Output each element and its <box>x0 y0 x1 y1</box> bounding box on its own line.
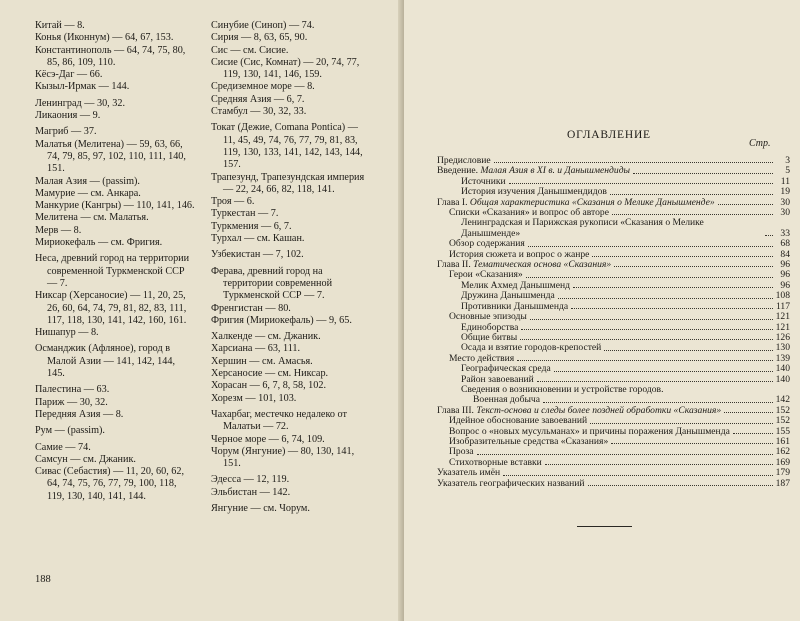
toc-leader-dots <box>528 246 773 247</box>
toc-leader-dots <box>517 360 772 361</box>
index-entry: Харсиана — 63, 111. <box>211 343 301 355</box>
toc-entry-page: 33 <box>780 227 790 239</box>
index-entry: Магриб — 37. <box>35 126 97 138</box>
toc-leader-dots <box>718 204 773 205</box>
toc-entry-title: Изобразительные средства «Сказания» <box>449 435 609 447</box>
toc-leader-dots <box>614 266 773 267</box>
index-entry: Фригия (Мириокефаль) — 9, 65. <box>211 314 352 326</box>
index-entry: Сисие (Сис, Комнат) — 20, 74, 77, 119, 130, 141, 146, 159. <box>211 56 360 81</box>
toc-entry-page: 155 <box>775 425 790 437</box>
index-entry: Китай — 8. <box>35 20 85 31</box>
toc-entry-title: История изучения Данышмендидов <box>461 186 607 198</box>
toc-entry <box>437 218 790 239</box>
index-entry: Палестина — 63. <box>35 384 110 396</box>
index-entry: Мелитена — см. Малатья. <box>35 212 149 224</box>
toc-entry-page: 152 <box>775 404 790 416</box>
toc-entry-title: Предисловие <box>437 155 491 166</box>
toc-entry-title: История сюжета и вопрос о жанре <box>449 248 590 260</box>
toc-leader-dots <box>611 443 772 444</box>
toc-entry-page: 11 <box>780 175 790 187</box>
index-entry: Эдесса — 12, 119. <box>211 474 290 486</box>
toc-leader-dots <box>571 308 773 309</box>
toc-chapter-subtitle: Текст-основа и следы более поздней обработки «Сказания» <box>476 404 722 416</box>
index-column-2 <box>211 20 369 515</box>
toc-entry-page: 19 <box>780 186 790 198</box>
toc-entry-title: Противники Данышменда <box>461 300 569 312</box>
toc-entry-page: 142 <box>775 394 790 406</box>
toc-entry-title: Источники <box>461 175 506 187</box>
index-entry: Стамбул — 30, 32, 33. <box>211 106 307 118</box>
index-entry: Малатья (Мелитена) — 59, 63, 66, 74, 79, 85, 97, 102, 110, 111, 140, 151. <box>35 138 186 175</box>
toc-leader-dots <box>610 194 773 195</box>
toc-entry-page: 169 <box>775 456 790 468</box>
index-entry: Синубие (Синоп) — 74. <box>211 20 315 31</box>
toc-leader-dots <box>477 454 773 455</box>
index-entry: Узбекистан — 7, 102. <box>211 249 304 261</box>
toc-chapter-subtitle: Малая Азия в XI в. и Данышмендиды <box>480 165 631 177</box>
page-column-label: Стр. <box>749 138 771 149</box>
toc-entry-title: Основные эпизоды <box>449 311 527 323</box>
index-entry: Неса, древний город на территории современной Туркменской ССР — 7. <box>35 253 190 289</box>
index-entry: Кёсэ-Даг — 66. <box>35 69 103 81</box>
toc-entry-title: Стихотворные вставки <box>449 456 542 468</box>
index-entry: Средиземное море — 8. <box>211 81 315 93</box>
index-entry: Туркестан — 7. <box>211 208 279 220</box>
toc-leader-dots <box>590 423 772 424</box>
toc-leader-dots <box>573 287 773 288</box>
toc-entry-page: 96 <box>780 269 790 281</box>
page-number: 188 <box>35 574 51 585</box>
toc-entry-title: Вопрос о «новых мусульманах» и причины поражения Данышменда <box>449 425 730 437</box>
toc-leader-dots <box>724 412 772 413</box>
toc-entry-page: 96 <box>780 259 790 271</box>
toc-entry-title: Дружина Данышменда <box>461 290 555 302</box>
toc-leader-dots <box>503 475 772 476</box>
toc-entry-title: Глава II. Тематическая основа «Сказания» <box>437 259 612 271</box>
toc-entry-page: 140 <box>775 363 790 375</box>
index-entry: Мамурие — см. Анкара. <box>35 187 141 199</box>
toc-entry-page: 30 <box>780 207 790 219</box>
toc-entry-title: Идейное обоснование завоеваний <box>449 415 588 427</box>
end-rule <box>577 526 632 527</box>
toc-entry-title: Введение. Малая Азия в XI в. и Данышмендиды <box>437 165 631 177</box>
index-entry: Чорум (Янгуние) — 80, 130, 141, 151. <box>211 445 355 470</box>
index-entry: Турхал — см. Кашан. <box>211 233 305 245</box>
toc-entry-title: Единоборства <box>461 321 519 333</box>
toc-entry <box>437 437 790 447</box>
toc-entry-page: 96 <box>780 279 790 291</box>
index-entry: Токат (Дежие, Comana Pontica) — 11, 45, 49, 74, 76, 77, 79, 81, 83, 119, 130, 133, 141, 142, 143, 144, 157. <box>211 122 363 171</box>
toc-entry-page: 84 <box>780 248 790 260</box>
index-entry: Средняя Азия — 6, 7. <box>211 93 305 105</box>
index-entry: Ленинград — 30, 32. <box>35 97 125 109</box>
index-entry: Туркмения — 6, 7. <box>211 220 292 232</box>
index-entry: Малая Азия — (passim). <box>35 175 140 187</box>
toc-entry-title: Общие битвы <box>461 331 518 343</box>
toc-entry-page: 187 <box>775 477 790 489</box>
index-entry: Трапезунд, Трапезундская империя — 22, 24, 66, 82, 118, 141. <box>211 171 365 195</box>
toc-leader-dots <box>530 319 773 320</box>
toc-entry-page: 140 <box>775 373 790 385</box>
toc-entry-title: Указатель имён <box>437 467 501 479</box>
toc-entry-title: Осада и взятие городов-крепостей <box>461 342 602 354</box>
index-entry: Париж — 30, 32. <box>35 396 108 408</box>
toc-leader-dots <box>526 277 773 278</box>
toc-leader-dots <box>558 298 773 299</box>
index-entry: Рум — (passim). <box>35 425 105 437</box>
toc-entry <box>437 479 790 489</box>
index-entry: Ферава, древний город на территории современной Туркменской ССР — 7. <box>211 265 333 302</box>
toc-leader-dots <box>521 329 772 330</box>
toc-leader-dots <box>733 433 773 434</box>
toc-entry-page: 117 <box>775 300 790 312</box>
toc-entry-title: Глава I. Общая характеристика «Сказания о Мелике Данышменде» <box>437 196 715 208</box>
toc-leader-dots <box>633 173 773 174</box>
toc-leader-dots <box>554 371 773 372</box>
index-entry: Кызыл-Ирмак — 144. <box>35 81 130 93</box>
toc-leader-dots <box>537 381 773 382</box>
toc-entry <box>437 364 790 374</box>
index-entry: Нишапур — 8. <box>35 327 99 339</box>
index-entry: Манкурие (Кангры) — 110, 141, 146. <box>35 200 195 212</box>
toc-entry-title: Глава III. Текст-основа и следы более поздней обработки «Сказания» <box>437 404 722 416</box>
index-entry: Черное море — 6, 74, 109. <box>211 433 325 445</box>
toc-leader-dots <box>520 339 772 340</box>
index-entry: Конья (Иконнум) — 64, 67, 153. <box>35 32 174 44</box>
toc-entry-page: 179 <box>775 467 790 479</box>
toc-chapter-subtitle: Тематическая основа «Сказания» <box>473 259 612 271</box>
index-entry: Халкенде — см. Джаник. <box>211 331 321 343</box>
toc-entry-title: Герои «Сказания» <box>449 269 523 281</box>
index-entry: Сивас (Себастия) — 11, 20, 60, 62, 64, 74, 75, 76, 77, 79, 100, 118, 119, 130, 140, 141, 144. <box>35 466 185 502</box>
index-entry: Чахарбаг, местечко недалеко от Малатьи — 72. <box>211 408 347 433</box>
toc-entry <box>437 312 790 322</box>
index-entry: Ликаония — 9. <box>35 110 101 122</box>
toc-entry-page: 152 <box>775 415 790 427</box>
toc-leader-dots <box>588 485 773 486</box>
toc-entry <box>437 416 790 426</box>
index-entry: Сис — см. Сисие. <box>211 44 289 56</box>
index-entry: Хорезм — 101, 103. <box>211 392 297 404</box>
index-entry: Френгистан — 80. <box>211 302 291 314</box>
toc-leader-dots <box>543 402 773 403</box>
toc-entry-title: Район завоеваний <box>461 373 534 385</box>
toc-entry-page: 126 <box>775 331 790 343</box>
toc-leader-dots <box>592 256 773 257</box>
toc-leader-dots <box>604 350 772 351</box>
toc-entry-page: 3 <box>785 155 790 166</box>
toc-entry-title: Указатель географических названий <box>437 477 585 489</box>
toc-entry-page: 130 <box>775 342 790 354</box>
toc-leader-dots <box>509 183 773 184</box>
toc-entry-title: Военная добыча <box>473 394 540 406</box>
table-of-contents <box>437 156 790 489</box>
toc-leader-dots <box>612 214 773 215</box>
index-entry: Мерв — 8. <box>35 224 82 236</box>
toc-entry-title: Обзор содержания <box>449 238 525 250</box>
index-column-1 <box>35 20 195 503</box>
toc-entry-page: 68 <box>780 238 790 250</box>
toc-entry-page: 162 <box>775 446 790 458</box>
toc-entry-page: 139 <box>775 352 790 364</box>
index-entry: Сирия — 8, 63, 65, 90. <box>211 32 308 44</box>
toc-chapter-subtitle: Общая характеристика «Сказания о Мелике Данышменде» <box>469 196 715 208</box>
index-entry: Самсун — см. Джаник. <box>35 453 136 465</box>
toc-title: ОГЛАВЛЕНИЕ <box>567 129 651 141</box>
index-entry: Константинополь — 64, 74, 75, 80, 85, 86, 109, 110. <box>35 44 186 68</box>
toc-leader-dots <box>545 464 773 465</box>
index-entry: Мириокефаль — см. Фригия. <box>35 237 163 249</box>
toc-entry-title: Ленинградская и Парижская рукописи «Сказания о Мелике Данышменде» <box>461 217 704 239</box>
index-entry: Османджик (Афляное), город в Малой Азии — 141, 142, 144, 145. <box>35 343 175 380</box>
toc-leader-dots <box>765 235 773 236</box>
toc-entry-title: Место действия <box>449 352 515 364</box>
toc-entry-title: Проза <box>449 446 474 458</box>
toc-leader-dots <box>494 162 773 163</box>
index-entry: Самие — 74. <box>35 441 91 453</box>
toc-entry-title: Списки «Сказания» и вопрос об авторе <box>449 207 609 219</box>
index-entry: Херсаносие — см. Никсар. <box>211 368 329 380</box>
index-entry: Янгуние — см. Чорум. <box>211 502 310 514</box>
toc-entry-title: Сведения о возникновении и устройстве городов. <box>461 383 664 395</box>
index-entry: Передняя Азия — 8. <box>35 408 124 420</box>
toc-entry-page: 108 <box>775 290 790 302</box>
toc-entry-page: 5 <box>785 165 790 177</box>
index-entry: Хорасан — 6, 7, 8, 58, 102. <box>211 380 326 392</box>
right-page <box>404 0 800 621</box>
toc-entry-page: 30 <box>780 196 790 208</box>
index-entry: Никсар (Херсаносие) — 11, 20, 25, 26, 60, 64, 74, 79, 81, 82, 83, 111, 117, 118, 130, 141, 142, 160, 161. <box>35 290 187 326</box>
toc-entry-page: 161 <box>775 435 790 447</box>
toc-entry-page: 121 <box>775 321 790 333</box>
toc-entry-page: 121 <box>775 311 790 323</box>
toc-entry-title: Мелик Ахмед Данышменд <box>461 279 570 291</box>
index-entry: Эльбистан — 142. <box>211 486 291 498</box>
index-entry: Троя — 6. <box>211 196 255 208</box>
index-entry: Хершин — см. Амасья. <box>211 355 313 367</box>
toc-entry-title: Географическая среда <box>461 363 551 375</box>
